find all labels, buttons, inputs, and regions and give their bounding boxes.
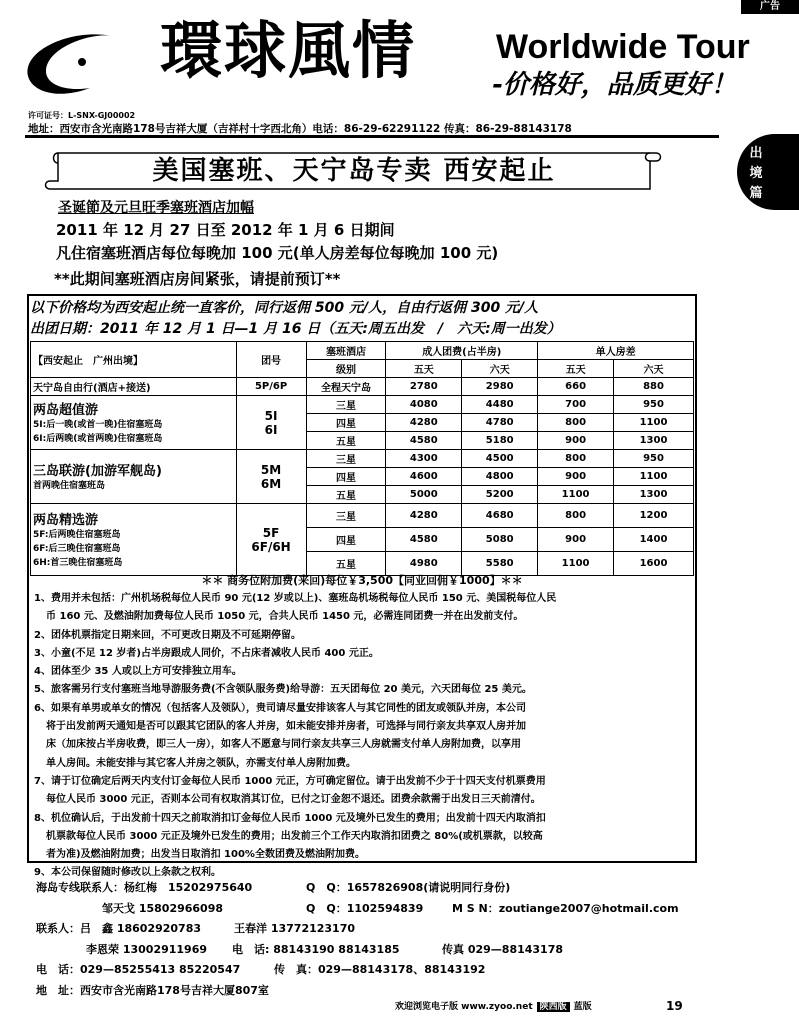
price-note: 以下价格均为西安起止统一直客价，同行返佣 500 元/人，自由行返佣 300 元/人	[30, 300, 539, 316]
route-group	[31, 450, 237, 504]
edition-badge: 陕西版	[537, 1002, 570, 1012]
price-cell: 5580	[462, 552, 538, 576]
term-line: 每位人民币 3000 元正，否则本公司有权取消其订位，已付之订金恕不退还。团费余款需于出发日三天前清付。	[46, 794, 541, 806]
route-group-detail: 首两晚住宿塞班岛	[33, 481, 106, 491]
price-cell: 1100	[538, 486, 614, 504]
route-group-detail: 6I:后两晚(或首两晚)住宿塞班岛	[33, 434, 163, 444]
route-group-title: 三岛联游(加游军舰岛)	[33, 464, 162, 479]
price-cell: 4300	[386, 450, 462, 468]
price-cell: 4280	[386, 414, 462, 432]
six-day-header: 六天	[462, 360, 538, 378]
price-cell: 4980	[386, 552, 462, 576]
price-cell: 800	[538, 504, 614, 528]
price-cell: 5000	[386, 486, 462, 504]
term-line: 单人房间。未能安排与其它客人并房之领队，亦需支付单人房附加费。	[46, 757, 356, 769]
price-cell: 4080	[386, 396, 462, 414]
route-group-title: 两岛精选游	[33, 513, 99, 528]
adult-fee-header: 成人团费(占半房)	[386, 342, 538, 360]
price-cell: 1100	[538, 552, 614, 576]
six-day-header: 六天	[614, 360, 694, 378]
globe-logo-icon	[20, 22, 150, 100]
price-cell: 800	[538, 450, 614, 468]
header-divider	[25, 135, 719, 138]
table-header-row	[31, 342, 694, 360]
notice-booking: **此期间塞班酒店房间紧张，请提前预订**	[54, 270, 341, 288]
term-line: 1、费用并未包括：广州机场税每位人民币 90 元(12 岁或以上)、塞班岛机场税每位人民币 150 元、美国税每位人民	[34, 593, 557, 604]
brand-name-en: Worldwide Tour	[496, 28, 750, 66]
route-group-detail: 5I:后一晚(或首一晚)住宿塞班岛	[33, 420, 163, 430]
price-cell: 4500	[462, 450, 538, 468]
route-header: 【西安起止 广州出境】	[31, 342, 237, 378]
term-line: 3、小童(不足 12 岁者)占半房跟成人同价，不占床者减收人民币 400 元正。	[34, 647, 379, 659]
notice-period: 2011 年 12 月 27 日至 2012 年 1 月 6 日期间	[56, 221, 395, 239]
term-line: 2、团体机票指定日期来回，不可更改日期及不可延期停留。	[34, 629, 301, 641]
footer-website: 欢迎浏览电子版 www.zyoo.net	[395, 1002, 533, 1012]
departure-dates: 出团日期：2011 年 12 月 1 日—1 月 16 日（五天:周五出发 / 六天:周一出发）	[30, 321, 561, 337]
price-cell: 4280	[386, 504, 462, 528]
footer	[395, 999, 592, 1012]
terms-list	[34, 590, 694, 883]
price-cell: 4580	[386, 432, 462, 450]
route-name: 天宁岛自由行(酒店+接送)	[31, 378, 237, 396]
contact-line: Q Q：1102594839	[306, 901, 424, 915]
price-cell: 1400	[614, 528, 694, 552]
notice-surcharge: 凡住宿塞班酒店每位每晚加 100 元(单人房差每位每晚加 100 元)	[56, 244, 499, 262]
contact-line: 李恩荣 13002911969	[86, 942, 208, 956]
table-row	[31, 504, 694, 528]
price-cell: 1100	[614, 468, 694, 486]
notice-headline: 圣诞節及元旦旺季塞班酒店加幅	[58, 200, 254, 216]
table-row	[31, 396, 694, 414]
route-group-title: 两岛超值游	[33, 403, 99, 418]
tour-code: 5I 6I	[236, 396, 306, 450]
contact-line: 电 话：029—85255413 85220547	[36, 963, 241, 976]
contact-line: M S N：zoutiange2007@hotmail.com	[452, 901, 679, 915]
price-cell: 4780	[462, 414, 538, 432]
route-group	[31, 396, 237, 450]
hotel-level: 五星	[306, 486, 386, 504]
contact-line: 地 址：西安市含光南路178号吉祥大厦807室	[36, 983, 269, 997]
price-cell: 660	[538, 378, 614, 396]
term-line: 5、旅客需另行支付塞班当地导游服务费(不含领队服务费)给导游：五天团每位 20 美元，六天团每位 25 美元。	[34, 684, 532, 696]
company-address: 地址：西安市含光南路178号吉祥大厦（吉祥村十字西北角）电话：86-29-62291122 传真：86-29-88143178	[28, 123, 572, 135]
price-cell: 5200	[462, 486, 538, 504]
five-day-header: 五天	[538, 360, 614, 378]
price-cell: 5080	[462, 528, 538, 552]
five-day-header: 五天	[386, 360, 462, 378]
tour-code: 5F 6F/6H	[236, 504, 306, 576]
contact-line: 邹天戈 15802966098	[102, 901, 224, 915]
contact-line: 传 真：029—88143178、88143192	[274, 963, 486, 976]
table-row	[31, 378, 694, 396]
banner-title: 美国塞班、天宁岛专卖 西安起止	[152, 156, 556, 186]
hotel-level: 五星	[306, 432, 386, 450]
hotel-level: 三星	[306, 450, 386, 468]
price-cell: 4680	[462, 504, 538, 528]
brand-name-cn: 環球風情	[160, 14, 417, 87]
price-cell: 1300	[614, 486, 694, 504]
section-tab-char: 出	[749, 146, 763, 161]
price-cell: 1100	[614, 414, 694, 432]
contact-line: 联系人：吕 鑫 18602920783	[36, 922, 202, 935]
price-cell: 880	[614, 378, 694, 396]
contact-line: 海岛专线联系人：杨红梅 15202975640	[36, 881, 253, 894]
contact-line: 电 话: 88143190 88143185	[232, 942, 400, 956]
table-row	[31, 450, 694, 468]
term-line: 8、机位确认后，于出发前十四天之前取消扣订金每位人民币 1000 元及境外已发生的费用；出发前十四天内取消扣	[34, 812, 546, 824]
price-cell: 1300	[614, 432, 694, 450]
section-tab	[737, 134, 799, 210]
tour-code: 5P/6P	[236, 378, 306, 396]
hotel-level: 五星	[306, 552, 386, 576]
term-line: 6、如果有单男或单女的情况（包括客人及领队），贵司请尽量安排该客人与其它同性的团友或领队并房，本公司	[34, 702, 526, 714]
term-line: 币 160 元、及燃油附加费每位人民币 1050 元，合共人民币 1450 元，必需连同团费一并在出发前支付。	[46, 611, 524, 623]
route-group-detail: 6F:后三晚住宿塞班岛	[33, 544, 121, 554]
contact-line: 传真 029—88143178	[442, 942, 564, 956]
term-line: 床（加床按占半房收费，即三人一房），如客人不愿意与同行亲友共享三人房就需支付单人房附加费，以享用	[46, 739, 521, 751]
price-cell: 950	[614, 450, 694, 468]
license-number: 许可证号：L-SNX-GJ00002	[28, 111, 136, 120]
price-cell: 1200	[614, 504, 694, 528]
price-cell: 900	[538, 528, 614, 552]
section-tab-char: 篇	[749, 186, 763, 201]
price-cell: 4600	[386, 468, 462, 486]
term-line: 7、请于订位确定后两天内支付订金每位人民币 1000 元正，方可确定留位。请于出发前不少于十四天支付机票费用	[34, 775, 546, 787]
tour-code: 5M 6M	[236, 450, 306, 504]
price-cell: 2980	[462, 378, 538, 396]
price-cell: 900	[538, 432, 614, 450]
price-table	[30, 341, 694, 576]
section-tab-char: 境	[749, 166, 763, 181]
page-number: 19	[666, 999, 683, 1013]
price-cell: 4480	[462, 396, 538, 414]
contact-line: 王春洋 13772123170	[234, 922, 356, 935]
level-header: 级别	[306, 360, 386, 378]
price-cell: 700	[538, 396, 614, 414]
term-line: 机票款每位人民币 3000 元正及境外已发生的费用；出发前三个工作天内取消扣团费之 80%(或机票款，以较高	[46, 830, 543, 842]
contact-line: Q Q：1657826908(请说明同行身份)	[306, 881, 511, 894]
price-cell: 900	[538, 468, 614, 486]
hotel-level: 四星	[306, 468, 386, 486]
slogan: -价格好，品质更好！	[492, 70, 737, 100]
route-group-detail: 6H:首三晚住宿塞班岛	[33, 558, 123, 568]
business-class-surcharge: ＊＊ 商务位附加费(来回)每位￥3,500【同业回佣￥1000】＊＊	[201, 574, 523, 587]
hotel-level: 三星	[306, 396, 386, 414]
term-line: 将于出发前两天通知是否可以跟其它团队的客人并房，如未能安排并房者，可选择与同行亲友共享双人房并加	[46, 721, 526, 733]
price-cell: 2780	[386, 378, 462, 396]
term-line: 者为准)及燃油附加费；出发当日取消扣 100%全数团费及燃油附加费。	[46, 849, 365, 861]
hotel-level: 全程天宁岛	[306, 378, 386, 396]
code-header: 团号	[236, 342, 306, 378]
price-cell: 4800	[462, 468, 538, 486]
price-cell: 5180	[462, 432, 538, 450]
price-cell: 800	[538, 414, 614, 432]
price-cell: 1600	[614, 552, 694, 576]
hotel-level: 四星	[306, 528, 386, 552]
price-cell: 4580	[386, 528, 462, 552]
route-group-detail: 5F:后两晚住宿塞班岛	[33, 530, 121, 540]
hotel-header: 塞班酒店	[306, 342, 386, 360]
edition-label: 蓝版	[573, 1002, 592, 1012]
hotel-level: 四星	[306, 414, 386, 432]
route-group	[31, 504, 237, 576]
single-supplement-header: 单人房差	[538, 342, 694, 360]
hotel-level: 三星	[306, 504, 386, 528]
price-cell: 950	[614, 396, 694, 414]
term-line: 4、团体至少 35 人或以上方可安排独立用车。	[34, 666, 242, 678]
ad-tag: 广告	[741, 0, 799, 14]
term-line: 9、本公司保留随时修改以上条款之权利。	[34, 867, 221, 879]
